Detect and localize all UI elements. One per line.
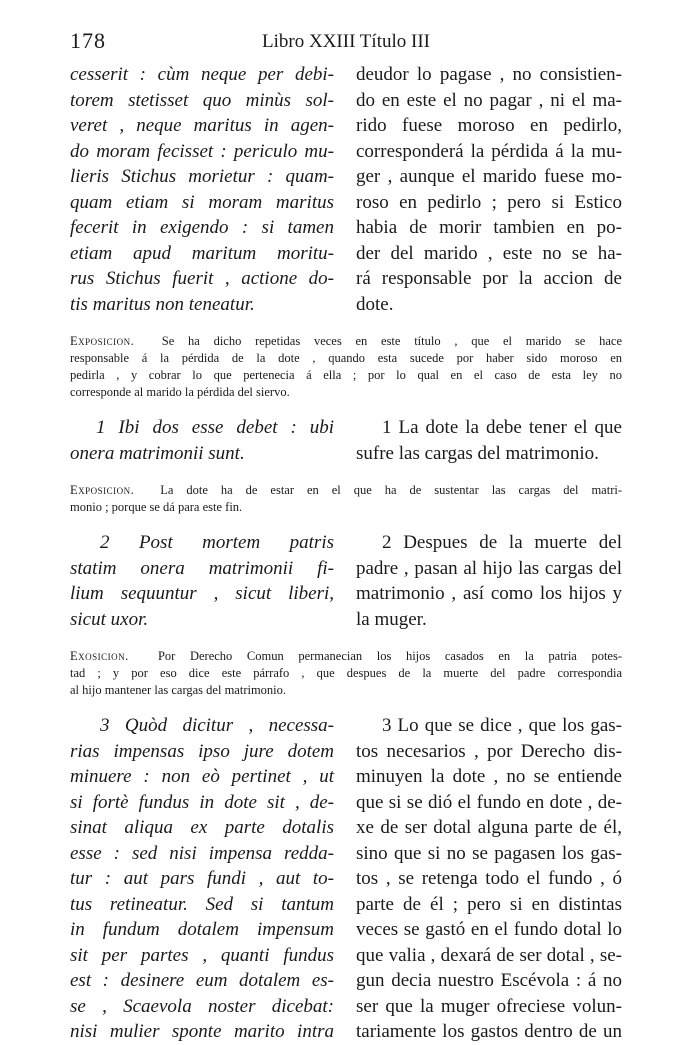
latin-line: est : desinere eum dotalem es- xyxy=(70,970,334,991)
latin-column xyxy=(70,530,334,632)
spanish-line: xe de ser dotal alguna parte de él, xyxy=(356,817,622,838)
spanish-line: minuyen la dote , no se entiende xyxy=(356,766,622,787)
spanish-line: tos necesarios , por Derecho dis- xyxy=(356,740,622,762)
spanish-column xyxy=(356,530,622,632)
section-1 xyxy=(70,62,622,317)
spanish-line: tariamente los gastos dentro de un xyxy=(356,1021,622,1042)
page-number: 178 xyxy=(70,28,106,53)
latin-line: in fundum dotalem impensum xyxy=(70,919,334,940)
spanish-line: rá responsable por la accion de xyxy=(356,268,622,289)
latin-column xyxy=(70,62,334,317)
latin-line: nisi mulier sponte marito intra xyxy=(70,1021,334,1042)
book-page xyxy=(70,28,622,1045)
latin-line: esse : sed nisi impensa redda- xyxy=(70,842,334,864)
exposicion-label: Exposicion. xyxy=(70,483,135,497)
spanish-line: dote. xyxy=(356,293,394,315)
spanish-line: que valia , dexará de ser dotal , se- xyxy=(356,944,622,966)
exposicion-label: Exosicion. xyxy=(70,649,129,663)
latin-line: lieris Stichus morietur : quam- xyxy=(70,166,334,187)
spanish-line: corresponderá la pérdida á la mu- xyxy=(356,140,622,162)
latin-line: do moram fecisset : periculo mu- xyxy=(70,140,334,162)
spanish-line: la muger. xyxy=(356,608,427,630)
latin-line: si fortè fundus in dote sit , de- xyxy=(70,791,334,813)
latin-line: se , Scaevola noster dicebat: xyxy=(70,995,334,1017)
latin-line: tus retineatur. Sed si tantum xyxy=(70,893,334,915)
spanish-line: ger , aunque el marido fuese mo- xyxy=(356,166,622,187)
spanish-line: 1 La dote la debe tener el que xyxy=(382,417,622,438)
spanish-line: gun decia nuestro Escévola : á no xyxy=(356,970,622,991)
spanish-line: habia de morir tambien en po- xyxy=(356,217,622,238)
spanish-line: tos , se retenga todo el fundo , ó xyxy=(356,868,622,889)
section-2 xyxy=(70,415,622,466)
exposicion-text: responsable á la pérdida de la dote , quando esta sucede por haber sido moroso en xyxy=(70,351,622,365)
spanish-column xyxy=(356,62,622,317)
spanish-line: matrimonio , así como los hijos y xyxy=(356,583,622,604)
latin-line: rus Stichus fuerit , actione do- xyxy=(70,268,334,289)
latin-line: tur : aut pars fundi , aut to- xyxy=(70,868,334,889)
latin-line: minuere : non eò pertinet , ut xyxy=(70,766,334,787)
exposicion-text: monio ; porque se dá para este fin. xyxy=(70,500,243,514)
latin-line: rias impensas ipso jure dotem xyxy=(70,740,334,762)
latin-line: quam etiam si moram maritus xyxy=(70,191,334,213)
section-4 xyxy=(70,713,622,1045)
exposicion-text: al hijo mantener las cargas del matrimonio. xyxy=(70,683,287,697)
exposicion-1 xyxy=(70,333,622,401)
spanish-line: do en este el no pagar , ni el ma- xyxy=(356,89,622,111)
exposicion-text: La dote ha de estar en el que ha de sustentar las cargas del matri- xyxy=(160,483,622,497)
exposicion-text: Se ha dicho repetidas veces en este título , que el marido se hace xyxy=(161,334,622,348)
exposicion-label: Exposicion. xyxy=(70,334,135,348)
latin-line: etiam apud maritum moritu- xyxy=(70,242,334,264)
running-head: Libro XXIII Título III xyxy=(262,31,430,52)
spanish-line: rido fuese moroso en pedirlo, xyxy=(356,115,622,136)
page-header xyxy=(70,28,622,62)
spanish-line: veces se gastó en el fundo dotal lo xyxy=(356,919,622,940)
exposicion-text: tad ; y por eso dice este párrafo , que despues de la muerte del padre correspondia xyxy=(70,666,622,680)
section-3 xyxy=(70,530,622,632)
spanish-line: sino que si no se pagasen los gas- xyxy=(356,842,622,864)
latin-column xyxy=(70,415,334,466)
exposicion-text: Por Derecho Comun permanecian los hijos casados en la patria potes- xyxy=(157,649,623,663)
exposicion-text: corresponde al marido la pérdida del siervo. xyxy=(70,385,290,399)
latin-line: tis maritus non teneatur. xyxy=(70,293,255,315)
latin-line: cesserit : cùm neque per debi- xyxy=(70,64,334,85)
spanish-line: roso en pedirlo ; pero si Estico xyxy=(356,191,622,213)
spanish-column xyxy=(356,415,622,466)
latin-line: lium sequuntur , sicut liberi, xyxy=(70,583,334,604)
latin-line: fecerit in exigendo : si tamen xyxy=(70,217,334,238)
spanish-line: deudor lo pagase , no consistien- xyxy=(356,64,622,85)
exposicion-2 xyxy=(70,482,622,516)
spanish-line: sufre las cargas del matrimonio. xyxy=(356,442,599,464)
spanish-line: parte de él ; pero si en distintas xyxy=(356,893,622,915)
latin-line: veret , neque maritus in agen- xyxy=(70,115,334,136)
latin-column xyxy=(70,713,334,1045)
spanish-line: 2 Despues de la muerte del xyxy=(382,532,622,553)
exposicion-text: pedirla , y cobrar lo que pertenecia á ella ; por lo qual en el caso de esta ley no xyxy=(70,368,622,382)
exposicion-3 xyxy=(70,648,622,699)
latin-line: sinat aliqua ex parte dotalis xyxy=(70,817,334,838)
spanish-line: padre , pasan al hijo las cargas del xyxy=(356,557,622,579)
latin-line: torem stetisset quo minùs sol- xyxy=(70,89,334,111)
latin-line: 2 Post mortem patris xyxy=(100,532,334,553)
spanish-line: 3 Lo que se dice , que los gas- xyxy=(382,715,622,736)
latin-line: sit per partes , quanti fundus xyxy=(70,944,334,966)
spanish-line: ser que la muger ofreciese volun- xyxy=(356,995,622,1017)
latin-line: 3 Quòd dicitur , necessa- xyxy=(100,715,334,736)
latin-line: sicut uxor. xyxy=(70,608,149,630)
spanish-column xyxy=(356,713,622,1045)
latin-line: 1 Ibi dos esse debet : ubi xyxy=(96,417,334,438)
latin-line: statim onera matrimonii fi- xyxy=(70,557,334,579)
latin-line: onera matrimonii sunt. xyxy=(70,442,245,464)
spanish-line: que si se dió el fundo en dote , de- xyxy=(356,791,622,813)
spanish-line: der del marido , este no se ha- xyxy=(356,242,622,264)
